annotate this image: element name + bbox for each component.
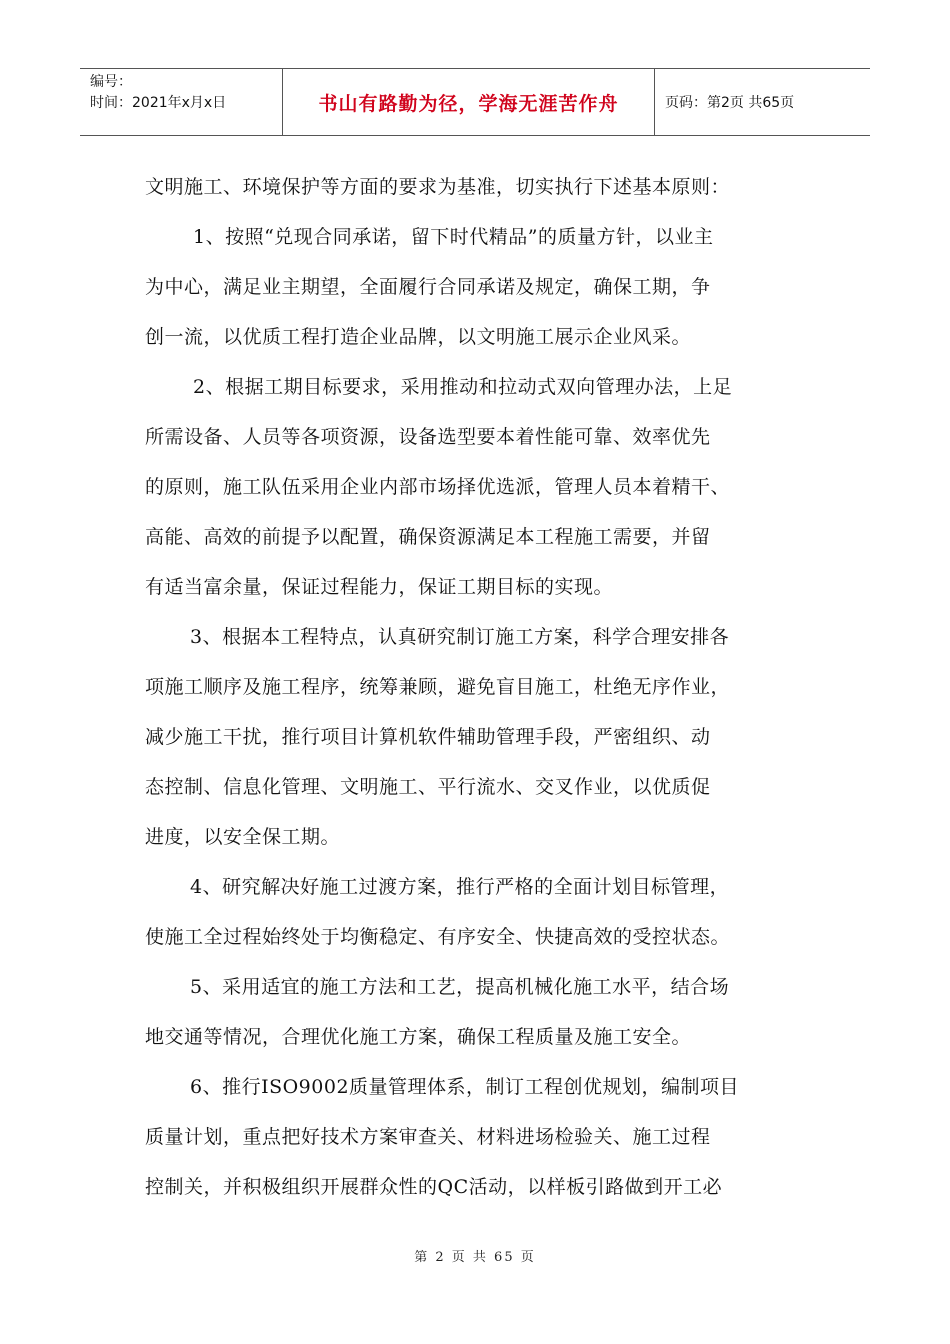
paragraph bbox=[145, 162, 825, 212]
header-motto: 书山有路勤为径，学海无涯苦作舟 bbox=[283, 69, 655, 135]
paragraph bbox=[145, 362, 825, 612]
text-line: 态控制、信息化管理、文明施工、平行流水、交叉作业，以优质促 bbox=[145, 776, 711, 798]
text-line: 减少施工干扰，推行项目计算机软件辅助管理手段，严密组织、动 bbox=[145, 726, 711, 748]
document-body bbox=[145, 162, 825, 1212]
number-label: 编号： bbox=[90, 74, 132, 90]
text-line: 5、采用适宜的施工方法和工艺，提高机械化施工水平，结合场 bbox=[190, 976, 730, 998]
text-line: 2、根据工期目标要求，采用推动和拉动式双向管理办法，上足 bbox=[193, 376, 733, 398]
text-line: 的原则，施工队伍采用企业内部市场择优选派，管理人员本着精干、 bbox=[145, 476, 731, 498]
paragraph bbox=[145, 212, 825, 362]
paragraph bbox=[145, 1062, 825, 1212]
text-line: 1、按照“兑现合同承诺，留下时代精品”的质量方针，以业主 bbox=[193, 226, 714, 248]
text-line: 3、根据本工程特点，认真研究制订施工方案，科学合理安排各 bbox=[190, 626, 730, 648]
header-page-info: 页码：第2页 共65页 bbox=[665, 95, 795, 111]
page-header bbox=[80, 68, 870, 136]
text-line: 控制关，并积极组织开展群众性的QC活动，以样板引路做到开工必 bbox=[145, 1176, 723, 1198]
text-line: 项施工顺序及施工程序，统筹兼顾，避免盲目施工，杜绝无序作业， bbox=[145, 676, 731, 698]
text-line: 有适当富余量，保证过程能力，保证工期目标的实现。 bbox=[145, 576, 614, 598]
text-line: 进度，以安全保工期。 bbox=[145, 826, 341, 848]
text-line: 为中心，满足业主期望，全面履行合同承诺及规定，确保工期，争 bbox=[145, 276, 711, 298]
text-line: 6、推行ISO9002质量管理体系，制订工程创优规划，编制项目 bbox=[190, 1076, 740, 1098]
text-line: 质量计划，重点把好技术方案审查关、材料进场检验关、施工过程 bbox=[145, 1126, 711, 1148]
text-line: 使施工全过程始终处于均衡稳定、有序安全、快捷高效的受控状态。 bbox=[145, 926, 731, 948]
time-label: 时间：2021年x月x日 bbox=[90, 95, 227, 111]
text-line: 所需设备、人员等各项资源，设备选型要本着性能可靠、效率优先 bbox=[145, 426, 711, 448]
text-line: 文明施工、环境保护等方面的要求为基准，切实执行下述基本原则： bbox=[145, 176, 731, 198]
paragraph bbox=[145, 862, 825, 962]
page-footer: 第 2 页 共 65 页 bbox=[414, 1250, 536, 1265]
text-line: 4、研究解决好施工过渡方案，推行严格的全面计划目标管理， bbox=[190, 876, 730, 898]
text-line: 创一流，以优质工程打造企业品牌，以文明施工展示企业风采。 bbox=[145, 326, 692, 348]
text-line: 高能、高效的前提予以配置，确保资源满足本工程施工需要，并留 bbox=[145, 526, 711, 548]
header-meta bbox=[80, 69, 283, 135]
paragraph bbox=[145, 612, 825, 862]
paragraph bbox=[145, 962, 825, 1062]
text-line: 地交通等情况，合理优化施工方案，确保工程质量及施工安全。 bbox=[145, 1026, 692, 1048]
